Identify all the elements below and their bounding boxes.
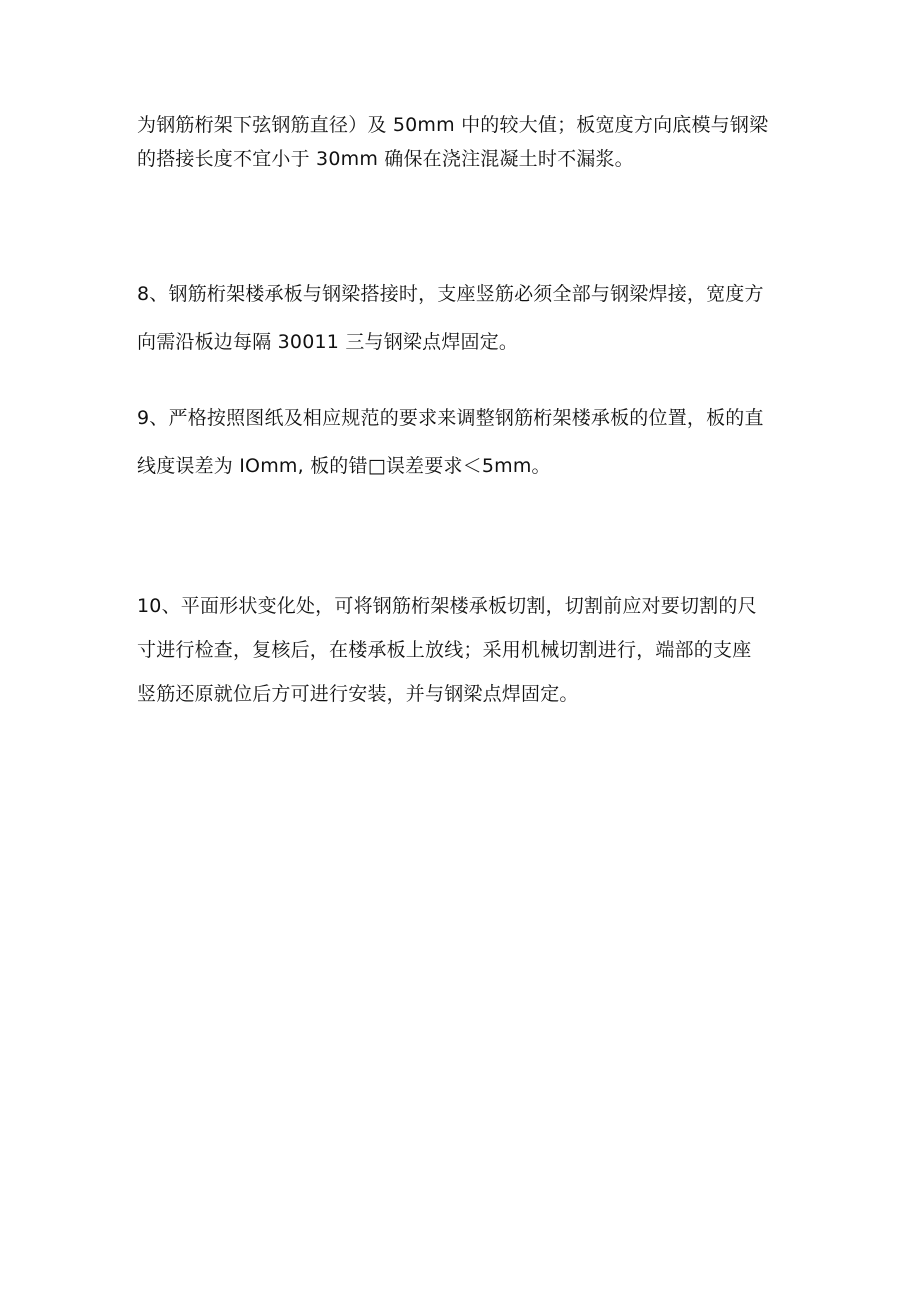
paragraph-item-10 [137, 584, 787, 716]
paragraph-line: 线度误差为 IOmm, 板的错□误差要求＜5mm。 [137, 455, 551, 477]
paragraph-continuation [137, 108, 787, 176]
paragraph-item-8 [137, 270, 787, 366]
paragraph-line: 10、平面形状变化处，可将钢筋桁架楼承板切割，切割前应对要切割的尺 [137, 595, 757, 617]
paragraph-line: 寸进行检查，复核后，在楼承板上放线；采用机械切割进行，端部的支座 [137, 639, 752, 661]
paragraph-line: 为钢筋桁架下弦钢筋直径）及 50mm 中的较大值；板宽度方向底模与钢梁 [137, 114, 769, 136]
paragraph-line: 向需沿板边每隔 30011 三与钢梁点焊固定。 [137, 331, 519, 353]
paragraph-line: 9、严格按照图纸及相应规范的要求来调整钢筋桁架楼承板的位置，板的直 [137, 407, 764, 429]
paragraph-item-9 [137, 394, 787, 490]
paragraph-line: 竖筋还原就位后方可进行安装，并与钢梁点焊固定。 [137, 683, 579, 705]
paragraph-line: 的搭接长度不宜小于 30mm 确保在浇注混凝土时不漏浆。 [137, 148, 634, 170]
paragraph-line: 8、钢筋桁架楼承板与钢梁搭接时，支座竖筋必须全部与钢梁焊接，宽度方 [137, 283, 764, 305]
